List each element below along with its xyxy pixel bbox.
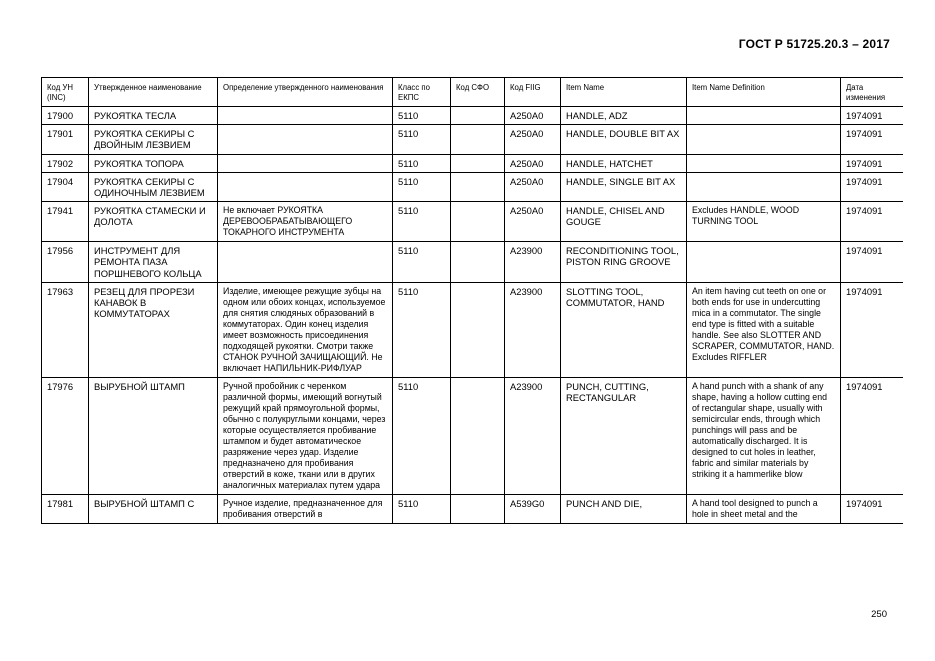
cell-col-fiig: A250A0 [505, 107, 561, 125]
cell-col-item-definition [687, 125, 841, 154]
cell-col-class: 5110 [393, 282, 451, 377]
cell-col-class: 5110 [393, 125, 451, 154]
cell-col-approved-name: РУКОЯТКА ТЕСЛА [89, 107, 218, 125]
cell-col-date: 1974091 [841, 494, 904, 523]
cell-col-item-name: HANDLE, HATCHET [561, 154, 687, 172]
cell-col-inc: 17963 [42, 282, 89, 377]
cell-col-sfo [451, 242, 505, 283]
cell-col-item-definition: A hand tool designed to punch a hole in sheet metal and the [687, 494, 841, 523]
cell-col-inc: 17900 [42, 107, 89, 125]
cell-col-definition: Не включает РУКОЯТКА ДЕРЕВООБРАБАТЫВАЮЩЕГО ТОКАРНОГО ИНСТРУМЕНТА [218, 202, 393, 242]
cell-col-inc: 17941 [42, 202, 89, 242]
cell-col-date: 1974091 [841, 282, 904, 377]
cell-col-date: 1974091 [841, 172, 904, 201]
cell-col-inc: 17956 [42, 242, 89, 283]
cell-col-item-definition: Excludes HANDLE, WOOD TURNING TOOL [687, 202, 841, 242]
cell-col-inc: 17902 [42, 154, 89, 172]
cell-col-item-name: HANDLE, ADZ [561, 107, 687, 125]
cell-col-sfo [451, 107, 505, 125]
cell-col-item-definition [687, 172, 841, 201]
header-col-definition: Определение утвержденного наименования [218, 78, 393, 107]
table-header [42, 78, 904, 107]
cell-col-item-name: HANDLE, CHISEL AND GOUGE [561, 202, 687, 242]
table-container [41, 77, 903, 608]
header-col-class: Класс по ЕКПС [393, 78, 451, 107]
header-col-item-definition: Item Name Definition [687, 78, 841, 107]
table-row [42, 125, 904, 154]
header-col-fiig: Код FIIG [505, 78, 561, 107]
cell-col-sfo [451, 172, 505, 201]
cell-col-sfo [451, 202, 505, 242]
table-row [42, 282, 904, 377]
cell-col-sfo [451, 125, 505, 154]
cell-col-sfo [451, 377, 505, 494]
cell-col-approved-name: РУКОЯТКА СТАМЕСКИ И ДОЛОТА [89, 202, 218, 242]
cell-col-date: 1974091 [841, 202, 904, 242]
cell-col-definition [218, 125, 393, 154]
table-row [42, 154, 904, 172]
cell-col-item-name: PUNCH, CUTTING, RECTANGULAR [561, 377, 687, 494]
table-row [42, 377, 904, 494]
cell-col-definition: Изделие, имеющее режущие зубцы на одном или обоих концах, используемое для снятия слюдяных образований в коммутаторах. Один конец изделия имеет возможность присоединения подходящей рукоятки. Смотри также СТАНОК РУЧНОЙ ЗАЧИЩАЮЩИЙ. Не включает НАПИЛЬНИК-РИФЛУАР [218, 282, 393, 377]
cell-col-fiig: A250A0 [505, 154, 561, 172]
cell-col-fiig: A23900 [505, 282, 561, 377]
cell-col-class: 5110 [393, 494, 451, 523]
cell-col-item-definition [687, 242, 841, 283]
cell-col-approved-name: РУКОЯТКА ТОПОРА [89, 154, 218, 172]
data-table [41, 77, 903, 524]
cell-col-item-definition [687, 107, 841, 125]
cell-col-approved-name: ИНСТРУМЕНТ ДЛЯ РЕМОНТА ПАЗА ПОРШНЕВОГО КОЛЬЦА [89, 242, 218, 283]
cell-col-definition: Ручной пробойник с черенком различной формы, имеющий вогнутый режущий край прямоугольной формы, обычно с полукруглыми концами, через которые осуществляется пробивание штампом и будет автоматическое разряжение через удар. Изделие предназначено для пробивания отверстий в коже, ткани или в других аналогичных материалах путем удара [218, 377, 393, 494]
cell-col-fiig: A539G0 [505, 494, 561, 523]
cell-col-item-definition: A hand punch with a shank of any shape, having a hollow cutting end of rectangular shape, usually with semicircular ends, through which punchings will pass and be automatically discharged. It is designed to cut holes in leather, fabric and similar materials by striking it a hammerlike blow [687, 377, 841, 494]
cell-col-definition [218, 107, 393, 125]
cell-col-class: 5110 [393, 242, 451, 283]
cell-col-fiig: A250A0 [505, 172, 561, 201]
cell-col-approved-name: РУКОЯТКА СЕКИРЫ С ОДИНОЧНЫМ ЛЕЗВИЕМ [89, 172, 218, 201]
cell-col-item-name: RECONDITIONING TOOL, PISTON RING GROOVE [561, 242, 687, 283]
table-row [42, 494, 904, 523]
cell-col-sfo [451, 282, 505, 377]
document-header: ГОСТ Р 51725.20.3 – 2017 [738, 37, 890, 51]
cell-col-item-name: SLOTTING TOOL, COMMUTATOR, HAND [561, 282, 687, 377]
cell-col-inc: 17901 [42, 125, 89, 154]
cell-col-fiig: A23900 [505, 377, 561, 494]
cell-col-item-name: PUNCH AND DIE, [561, 494, 687, 523]
cell-col-sfo [451, 154, 505, 172]
cell-col-item-definition [687, 154, 841, 172]
header-row [42, 78, 904, 107]
cell-col-approved-name: РЕЗЕЦ ДЛЯ ПРОРЕЗИ КАНАВОК В КОММУТАТОРАХ [89, 282, 218, 377]
cell-col-class: 5110 [393, 377, 451, 494]
cell-col-date: 1974091 [841, 125, 904, 154]
cell-col-inc: 17904 [42, 172, 89, 201]
cell-col-class: 5110 [393, 172, 451, 201]
cell-col-fiig: A250A0 [505, 125, 561, 154]
cell-col-date: 1974091 [841, 242, 904, 283]
cell-col-definition [218, 154, 393, 172]
cell-col-date: 1974091 [841, 377, 904, 494]
cell-col-definition [218, 242, 393, 283]
header-col-sfo: Код СФО [451, 78, 505, 107]
cell-col-class: 5110 [393, 107, 451, 125]
cell-col-approved-name: ВЫРУБНОЙ ШТАМП [89, 377, 218, 494]
cell-col-inc: 17981 [42, 494, 89, 523]
cell-col-approved-name: РУКОЯТКА СЕКИРЫ С ДВОЙНЫМ ЛЕЗВИЕМ [89, 125, 218, 154]
cell-col-class: 5110 [393, 154, 451, 172]
cell-col-date: 1974091 [841, 154, 904, 172]
cell-col-inc: 17976 [42, 377, 89, 494]
table-row [42, 202, 904, 242]
header-col-approved-name: Утвержденное наименование [89, 78, 218, 107]
cell-col-sfo [451, 494, 505, 523]
cell-col-definition: Ручное изделие, предназначенное для пробивания отверстий в [218, 494, 393, 523]
cell-col-item-name: HANDLE, SINGLE BIT AX [561, 172, 687, 201]
table-row [42, 107, 904, 125]
table-row [42, 172, 904, 201]
table-body [42, 107, 904, 524]
header-col-inc: Код УН (INC) [42, 78, 89, 107]
cell-col-approved-name: ВЫРУБНОЙ ШТАМП С [89, 494, 218, 523]
header-col-item-name: Item Name [561, 78, 687, 107]
cell-col-fiig: A23900 [505, 242, 561, 283]
page-number: 250 [871, 609, 887, 620]
cell-col-item-name: HANDLE, DOUBLE BIT AX [561, 125, 687, 154]
header-col-date: Дата изменения [841, 78, 904, 107]
cell-col-class: 5110 [393, 202, 451, 242]
table-row [42, 242, 904, 283]
cell-col-definition [218, 172, 393, 201]
cell-col-item-definition: An item having cut teeth on one or both ends for use in undercutting mica in a commutator. The single end type is fitted with a suitable handle. See also SLOTTER AND SCRAPER, COMMUTATOR, HAND. Excludes RIFFLER [687, 282, 841, 377]
cell-col-fiig: A250A0 [505, 202, 561, 242]
cell-col-date: 1974091 [841, 107, 904, 125]
